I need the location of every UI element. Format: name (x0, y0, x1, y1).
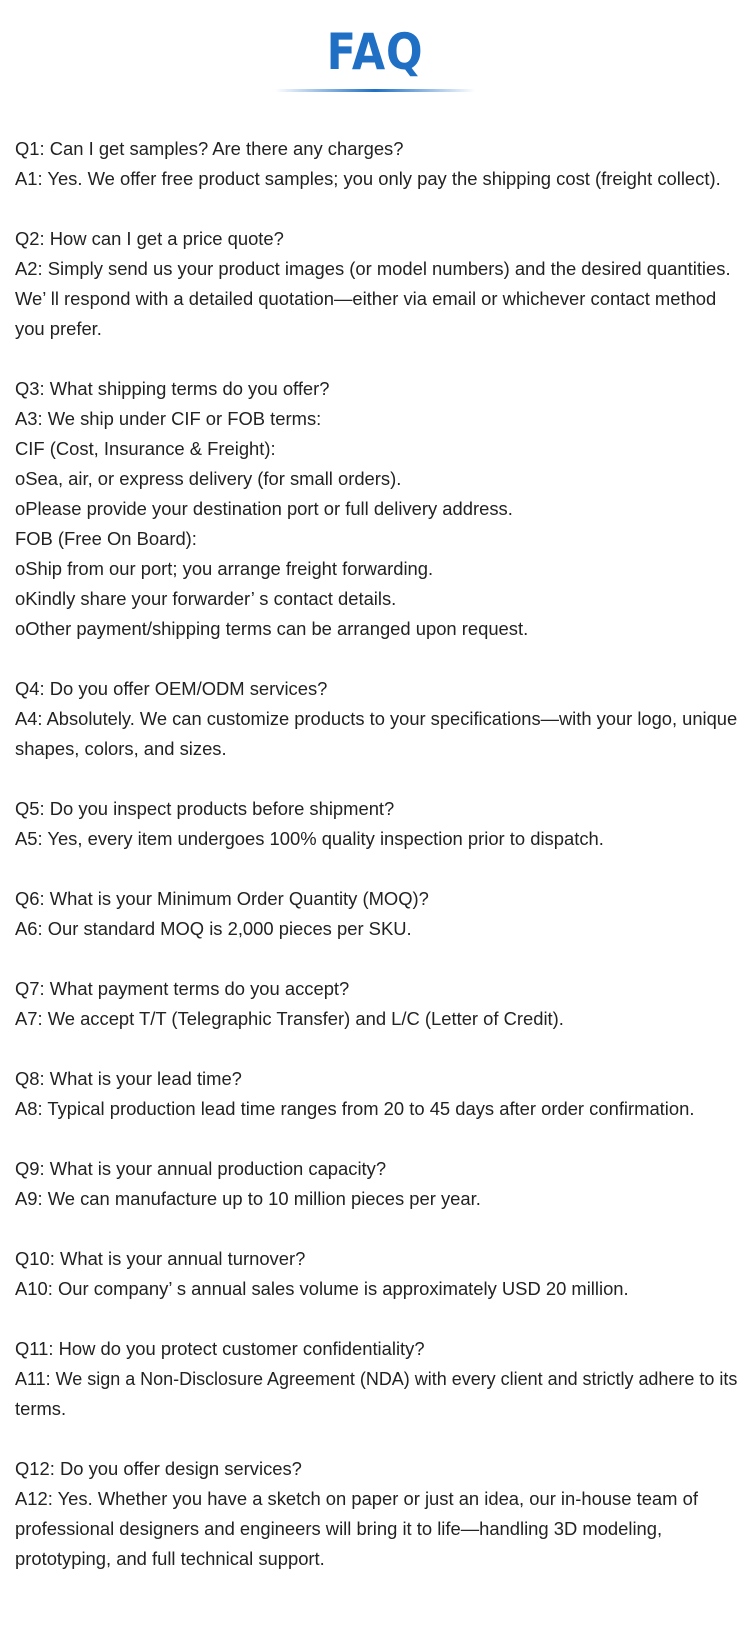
faq-answer-line: A12: Yes. Whether you have a sketch on paper or just an idea, our in-house team of (15, 1488, 698, 1509)
faq-answer-line: A2: Simply send us your product images (or model numbers) and the desired quantities. (15, 258, 731, 279)
faq-spacer (15, 1304, 737, 1334)
faq-answer-line: A11: We sign a Non-Disclosure Agreement (NDA) with every client and strictly adhere to its (15, 1368, 738, 1389)
faq-item (15, 1064, 737, 1154)
faq-item (15, 1454, 737, 1574)
faq-answer-line: oKindly share your forwarder’ s contact details. (15, 588, 397, 609)
faq-list (15, 134, 737, 1574)
faq-spacer (15, 854, 737, 884)
faq-answer-line: A3: We ship under CIF or FOB terms: (15, 408, 322, 429)
faq-item (15, 974, 737, 1064)
faq-answer-line: A4: Absolutely. We can customize products to your specifications—with your logo, unique (15, 708, 738, 729)
faq-header (0, 0, 750, 105)
faq-item (15, 1154, 737, 1244)
faq-question: Q7: What payment terms do you accept? (15, 978, 350, 999)
faq-question: Q2: How can I get a price quote? (15, 228, 284, 249)
faq-spacer (15, 644, 737, 674)
faq-answer-line: A8: Typical production lead time ranges from 20 to 45 days after order confirmation. (15, 1098, 695, 1119)
faq-spacer (15, 764, 737, 794)
faq-answer-line: terms. (15, 1398, 67, 1419)
faq-spacer (15, 1124, 737, 1154)
faq-answer-line: CIF (Cost, Insurance & Freight): (15, 438, 276, 459)
faq-item (15, 674, 737, 794)
faq-question: Q8: What is your lead time? (15, 1068, 242, 1089)
faq-spacer (15, 344, 737, 374)
faq-question: Q9: What is your annual production capacity? (15, 1158, 387, 1179)
faq-spacer (15, 194, 737, 224)
faq-question: Q4: Do you offer OEM/ODM services? (15, 678, 328, 699)
faq-item (15, 374, 737, 674)
faq-answer-line: A6: Our standard MOQ is 2,000 pieces per SKU. (15, 918, 412, 939)
faq-question: Q11: How do you protect customer confidentiality? (15, 1338, 425, 1359)
faq-answer-line: oSea, air, or express delivery (for small orders). (15, 468, 402, 489)
faq-answer-line: shapes, colors, and sizes. (15, 738, 227, 759)
faq-question: Q1: Can I get samples? Are there any charges? (15, 138, 404, 159)
faq-item (15, 134, 737, 224)
faq-answer-line: A5: Yes, every item undergoes 100% quality inspection prior to dispatch. (15, 828, 604, 849)
faq-answer-line: We’ ll respond with a detailed quotation—either via email or whichever contact method (15, 288, 717, 309)
faq-item (15, 1334, 737, 1454)
faq-spacer (15, 1424, 737, 1454)
faq-spacer (15, 944, 737, 974)
faq-answer-line: A9: We can manufacture up to 10 million pieces per year. (15, 1188, 481, 1209)
faq-answer-line: prototyping, and full technical support. (15, 1548, 325, 1569)
page-title: FAQ (326, 23, 424, 81)
faq-item (15, 224, 737, 374)
faq-item (15, 794, 737, 884)
faq-question: Q6: What is your Minimum Order Quantity (MOQ)? (15, 888, 429, 909)
faq-answer-line: A10: Our company’ s annual sales volume is approximately USD 20 million. (15, 1278, 629, 1299)
faq-spacer (15, 1034, 737, 1064)
title-underline (275, 89, 475, 92)
faq-answer-line: oOther payment/shipping terms can be arranged upon request. (15, 618, 529, 639)
faq-question: Q10: What is your annual turnover? (15, 1248, 306, 1269)
faq-question: Q3: What shipping terms do you offer? (15, 378, 330, 399)
faq-answer-line: professional designers and engineers will bring it to life—handling 3D modeling, (15, 1518, 663, 1539)
faq-question: Q5: Do you inspect products before shipment? (15, 798, 395, 819)
faq-answer-line: A7: We accept T/T (Telegraphic Transfer) and L/C (Letter of Credit). (15, 1008, 564, 1029)
faq-item (15, 1244, 737, 1334)
faq-answer-line: you prefer. (15, 318, 102, 339)
faq-question: Q12: Do you offer design services? (15, 1458, 302, 1479)
faq-answer-line: oShip from our port; you arrange freight forwarding. (15, 558, 434, 579)
faq-spacer (15, 1214, 737, 1244)
faq-item (15, 884, 737, 974)
faq-answer-line: FOB (Free On Board): (15, 528, 197, 549)
faq-answer-line: oPlease provide your destination port or full delivery address. (15, 498, 513, 519)
faq-answer-line: A1: Yes. We offer free product samples; you only pay the shipping cost (freight collect). (15, 168, 721, 189)
